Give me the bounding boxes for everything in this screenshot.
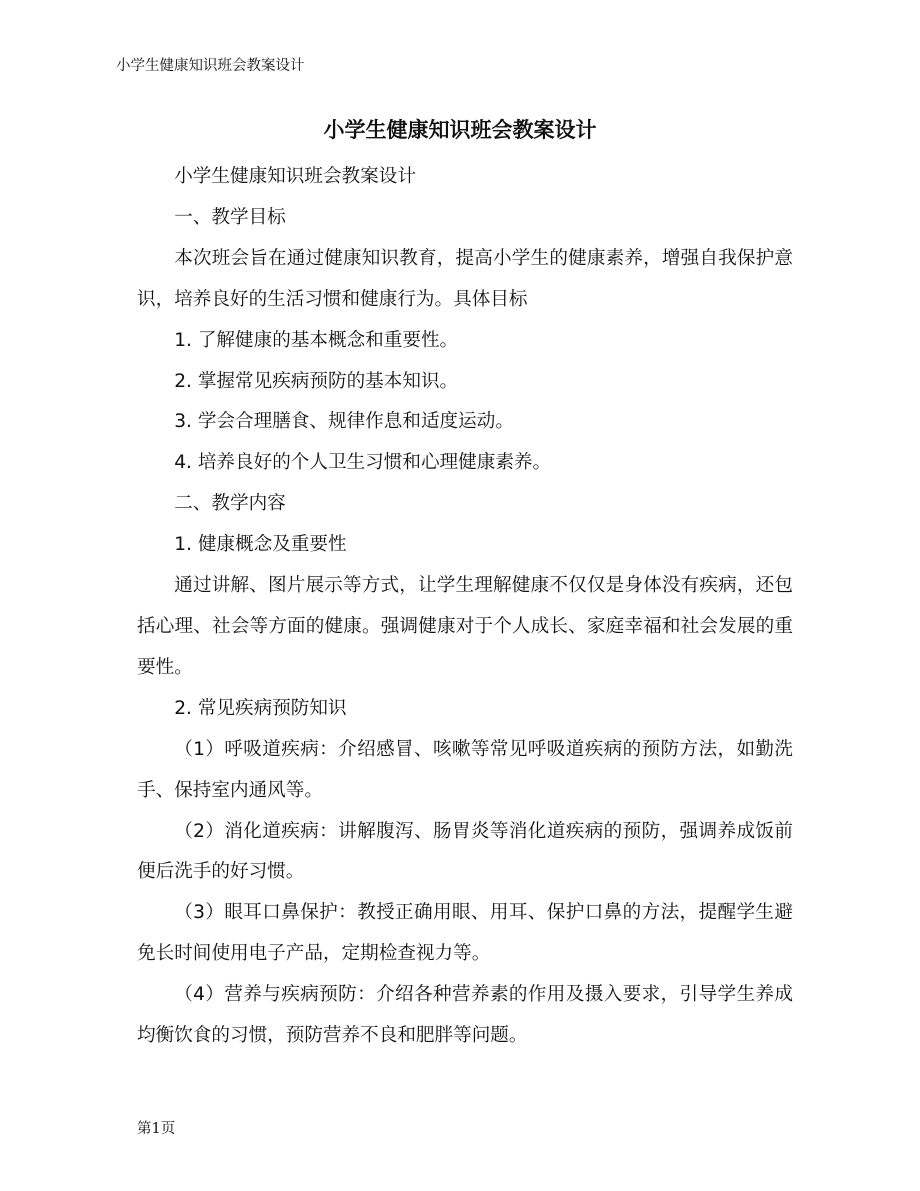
list-item: 3. 学会合理膳食、规律作息和适度运动。 <box>174 411 514 433</box>
list-item: 2. 掌握常见疾病预防的基本知识。 <box>174 370 459 392</box>
paragraph: 小学生健康知识班会教案设计 <box>174 166 416 187</box>
document-body <box>137 157 793 1057</box>
section-heading: 一、教学目标 <box>174 206 286 228</box>
paragraph: 本次班会旨在通过健康知识教育，提高小学生的健康素养，增强自我保护意识，培养良好的生活习惯和健康行为。具体目标 <box>137 247 793 310</box>
list-item: 4. 培养良好的个人卫生习惯和心理健康素养。 <box>174 452 552 474</box>
subheading: 1. 健康概念及重要性 <box>174 534 347 556</box>
paragraph: （1）呼吸道疾病：介绍感冒、咳嗽等常见呼吸道疾病的预防方法，如勤洗手、保持室内通风等。 <box>137 738 793 801</box>
paragraph: 通过讲解、图片展示等方式，让学生理解健康不仅仅是身体没有疾病，还包括心理、社会等方面的健康。强调健康对于个人成长、家庭幸福和社会发展的重要性。 <box>137 575 793 678</box>
document-title: 小学生健康知识班会教案设计 <box>323 118 597 142</box>
list-item: 1. 了解健康的基本概念和重要性。 <box>174 329 459 351</box>
page-number: 第1页 <box>137 1121 176 1137</box>
paragraph: （4）营养与疾病预防：介绍各种营养素的作用及摄入要求，引导学生养成均衡饮食的习惯，预防营养不良和肥胖等问题。 <box>137 984 793 1047</box>
paragraph: （2）消化道疾病：讲解腹泻、肠胃炎等消化道疾病的预防，强调养成饭前便后洗手的好习惯。 <box>137 820 793 883</box>
subheading: 2. 常见疾病预防知识 <box>174 697 347 719</box>
section-heading: 二、教学内容 <box>174 493 286 515</box>
running-header: 小学生健康知识班会教案设计 <box>116 58 305 74</box>
paragraph: （3）眼耳口鼻保护：教授正确用眼、用耳、保护口鼻的方法，提醒学生避免长时间使用电子产品，定期检查视力等。 <box>137 902 793 965</box>
